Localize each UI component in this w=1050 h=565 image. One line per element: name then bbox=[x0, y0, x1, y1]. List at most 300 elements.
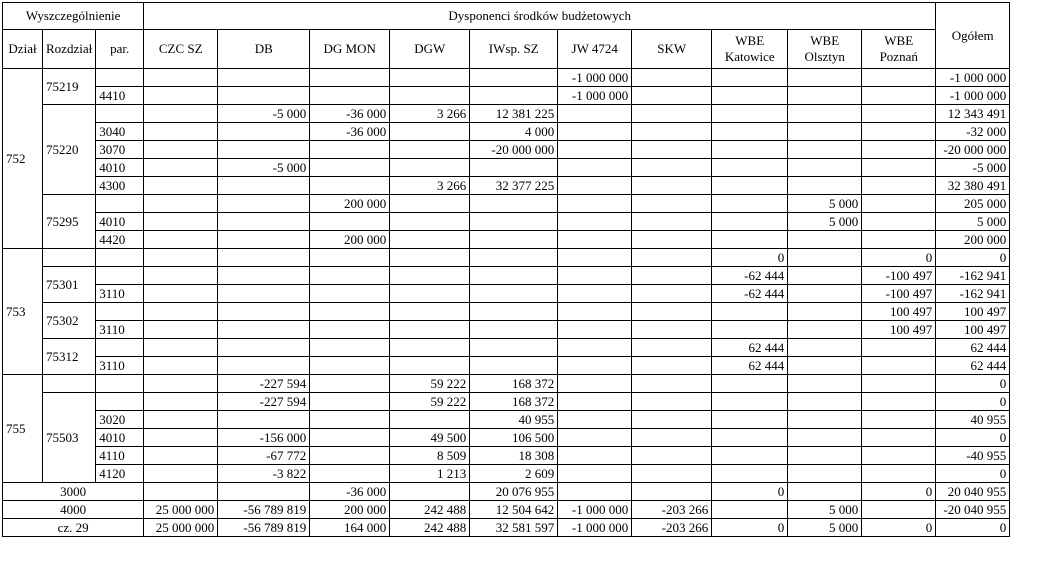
cell-value bbox=[712, 393, 788, 411]
table-row bbox=[3, 411, 1010, 429]
cell-rozdzial: 75302 bbox=[43, 303, 96, 339]
cell-value bbox=[390, 87, 470, 105]
header-col: WBE Katowice bbox=[712, 30, 788, 69]
table-row bbox=[3, 249, 1010, 267]
cell-value bbox=[788, 123, 862, 141]
cell-total: 5 000 bbox=[936, 213, 1010, 231]
cell-value bbox=[144, 177, 218, 195]
cell-value bbox=[390, 303, 470, 321]
cell-value bbox=[558, 123, 632, 141]
cell-par: 4300 bbox=[96, 177, 144, 195]
cell-value bbox=[310, 303, 390, 321]
cell-value: 0 bbox=[862, 483, 936, 501]
summary-label: 4000 bbox=[3, 501, 144, 519]
cell-total: -20 040 955 bbox=[936, 501, 1010, 519]
cell-value: 12 504 642 bbox=[470, 501, 558, 519]
cell-value bbox=[144, 447, 218, 465]
cell-value bbox=[218, 267, 310, 285]
cell-par bbox=[96, 267, 144, 285]
cell-value bbox=[310, 447, 390, 465]
cell-value: 242 488 bbox=[390, 519, 470, 537]
cell-value: 1 213 bbox=[390, 465, 470, 483]
cell-total: -5 000 bbox=[936, 159, 1010, 177]
cell-value bbox=[218, 357, 310, 375]
cell-value bbox=[862, 87, 936, 105]
cell-value bbox=[788, 465, 862, 483]
header-total: Ogółem bbox=[936, 3, 1010, 69]
summary-row bbox=[3, 519, 1010, 537]
cell-value bbox=[310, 69, 390, 87]
table-row bbox=[3, 393, 1010, 411]
header-col: DGW bbox=[390, 30, 470, 69]
cell-total: 100 497 bbox=[936, 303, 1010, 321]
cell-value bbox=[862, 357, 936, 375]
cell-par: 4420 bbox=[96, 231, 144, 249]
cell-value bbox=[470, 303, 558, 321]
cell-value bbox=[144, 303, 218, 321]
cell-value bbox=[218, 411, 310, 429]
cell-par bbox=[96, 339, 144, 357]
cell-value bbox=[712, 447, 788, 465]
summary-label: 3000 bbox=[3, 483, 144, 501]
cell-value bbox=[558, 249, 632, 267]
cell-value bbox=[632, 69, 712, 87]
cell-value: -203 266 bbox=[632, 501, 712, 519]
cell-total: 0 bbox=[936, 519, 1010, 537]
cell-value bbox=[218, 87, 310, 105]
cell-value bbox=[218, 231, 310, 249]
cell-par bbox=[96, 249, 144, 267]
cell-value bbox=[632, 213, 712, 231]
cell-value bbox=[470, 69, 558, 87]
table-row bbox=[3, 285, 1010, 303]
table-row bbox=[3, 339, 1010, 357]
cell-value: 200 000 bbox=[310, 195, 390, 213]
cell-value bbox=[310, 267, 390, 285]
cell-par: 4010 bbox=[96, 159, 144, 177]
cell-value: 200 000 bbox=[310, 231, 390, 249]
table-row bbox=[3, 465, 1010, 483]
cell-total: -40 955 bbox=[936, 447, 1010, 465]
cell-total: -162 941 bbox=[936, 285, 1010, 303]
cell-value bbox=[632, 321, 712, 339]
cell-value bbox=[390, 231, 470, 249]
header-dzial: Dział bbox=[3, 30, 43, 69]
cell-value bbox=[310, 159, 390, 177]
cell-value bbox=[632, 285, 712, 303]
cell-value bbox=[788, 285, 862, 303]
cell-value bbox=[144, 321, 218, 339]
cell-par: 4110 bbox=[96, 447, 144, 465]
cell-value bbox=[218, 483, 310, 501]
cell-value bbox=[712, 105, 788, 123]
header-par: par. bbox=[96, 30, 144, 69]
cell-total: 100 497 bbox=[936, 321, 1010, 339]
cell-value: -36 000 bbox=[310, 123, 390, 141]
cell-value bbox=[788, 483, 862, 501]
cell-par: 4410 bbox=[96, 87, 144, 105]
table-row bbox=[3, 231, 1010, 249]
cell-value bbox=[144, 195, 218, 213]
cell-par bbox=[96, 195, 144, 213]
cell-value bbox=[144, 357, 218, 375]
cell-value bbox=[144, 87, 218, 105]
budget-table bbox=[2, 2, 1010, 537]
cell-value: 5 000 bbox=[788, 501, 862, 519]
cell-value bbox=[390, 411, 470, 429]
cell-total: 32 380 491 bbox=[936, 177, 1010, 195]
cell-value bbox=[310, 177, 390, 195]
cell-total: 12 343 491 bbox=[936, 105, 1010, 123]
cell-par: 4010 bbox=[96, 213, 144, 231]
cell-value bbox=[310, 429, 390, 447]
cell-value bbox=[558, 321, 632, 339]
cell-total: 40 955 bbox=[936, 411, 1010, 429]
cell-value bbox=[310, 375, 390, 393]
cell-value bbox=[788, 69, 862, 87]
cell-value bbox=[558, 447, 632, 465]
cell-value bbox=[788, 321, 862, 339]
cell-value bbox=[788, 177, 862, 195]
cell-value bbox=[788, 303, 862, 321]
cell-value bbox=[712, 159, 788, 177]
cell-value bbox=[712, 141, 788, 159]
header-disponenci: Dysponenci środków budżetowych bbox=[144, 3, 936, 30]
cell-value bbox=[788, 411, 862, 429]
cell-value bbox=[558, 465, 632, 483]
cell-total: 205 000 bbox=[936, 195, 1010, 213]
cell-total: 0 bbox=[936, 375, 1010, 393]
cell-value bbox=[788, 429, 862, 447]
table-row bbox=[3, 105, 1010, 123]
cell-value bbox=[144, 141, 218, 159]
cell-value bbox=[390, 321, 470, 339]
cell-dzial: 753 bbox=[3, 249, 43, 375]
cell-value bbox=[218, 249, 310, 267]
cell-value bbox=[390, 267, 470, 285]
cell-value bbox=[144, 267, 218, 285]
table-row bbox=[3, 321, 1010, 339]
cell-value bbox=[558, 195, 632, 213]
cell-value bbox=[862, 231, 936, 249]
cell-par: 3040 bbox=[96, 123, 144, 141]
cell-value bbox=[144, 339, 218, 357]
cell-value bbox=[862, 69, 936, 87]
cell-value: 20 076 955 bbox=[470, 483, 558, 501]
cell-total: 0 bbox=[936, 393, 1010, 411]
cell-value: 18 308 bbox=[470, 447, 558, 465]
cell-value bbox=[788, 141, 862, 159]
cell-value bbox=[218, 141, 310, 159]
table-row bbox=[3, 357, 1010, 375]
cell-value bbox=[712, 411, 788, 429]
cell-value bbox=[390, 249, 470, 267]
cell-value bbox=[632, 411, 712, 429]
cell-value bbox=[558, 429, 632, 447]
cell-value bbox=[632, 267, 712, 285]
cell-value: -36 000 bbox=[310, 483, 390, 501]
cell-value bbox=[310, 339, 390, 357]
cell-value bbox=[390, 483, 470, 501]
cell-value: 5 000 bbox=[788, 213, 862, 231]
cell-value: 0 bbox=[712, 249, 788, 267]
cell-value bbox=[862, 141, 936, 159]
cell-value: 59 222 bbox=[390, 375, 470, 393]
header-rozdzial: Rozdział bbox=[43, 30, 96, 69]
cell-value bbox=[632, 357, 712, 375]
cell-value bbox=[218, 195, 310, 213]
table-row bbox=[3, 447, 1010, 465]
cell-value bbox=[144, 249, 218, 267]
cell-par bbox=[96, 69, 144, 87]
cell-par: 3110 bbox=[96, 285, 144, 303]
cell-value bbox=[310, 285, 390, 303]
cell-value bbox=[558, 357, 632, 375]
cell-total: 20 040 955 bbox=[936, 483, 1010, 501]
cell-total: 200 000 bbox=[936, 231, 1010, 249]
cell-value bbox=[390, 285, 470, 303]
cell-rozdzial bbox=[43, 375, 96, 393]
cell-value: 5 000 bbox=[788, 195, 862, 213]
cell-value: 59 222 bbox=[390, 393, 470, 411]
cell-value bbox=[144, 375, 218, 393]
cell-value: 0 bbox=[712, 483, 788, 501]
cell-value bbox=[390, 195, 470, 213]
cell-value: 168 372 bbox=[470, 375, 558, 393]
cell-value bbox=[862, 501, 936, 519]
cell-value bbox=[390, 141, 470, 159]
cell-value bbox=[470, 357, 558, 375]
cell-value: 0 bbox=[712, 519, 788, 537]
cell-value bbox=[632, 177, 712, 195]
cell-value bbox=[218, 303, 310, 321]
cell-total: 0 bbox=[936, 249, 1010, 267]
cell-total: -162 941 bbox=[936, 267, 1010, 285]
cell-value: 106 500 bbox=[470, 429, 558, 447]
cell-value bbox=[712, 213, 788, 231]
cell-par bbox=[96, 393, 144, 411]
cell-value bbox=[712, 375, 788, 393]
summary-label: cz. 29 bbox=[3, 519, 144, 537]
cell-value bbox=[390, 159, 470, 177]
cell-par: 4120 bbox=[96, 465, 144, 483]
cell-value bbox=[632, 339, 712, 357]
table-row bbox=[3, 177, 1010, 195]
cell-value bbox=[390, 123, 470, 141]
cell-value bbox=[558, 393, 632, 411]
cell-value bbox=[712, 429, 788, 447]
cell-value: 100 497 bbox=[862, 303, 936, 321]
cell-value: 0 bbox=[862, 249, 936, 267]
table-row bbox=[3, 375, 1010, 393]
cell-par: 4010 bbox=[96, 429, 144, 447]
cell-value bbox=[862, 159, 936, 177]
cell-value: 200 000 bbox=[310, 501, 390, 519]
cell-value bbox=[862, 105, 936, 123]
cell-value bbox=[862, 393, 936, 411]
cell-value bbox=[632, 375, 712, 393]
cell-value: -156 000 bbox=[218, 429, 310, 447]
cell-value: -56 789 819 bbox=[218, 501, 310, 519]
cell-value bbox=[632, 105, 712, 123]
table-row bbox=[3, 123, 1010, 141]
cell-value bbox=[218, 213, 310, 231]
cell-value bbox=[470, 339, 558, 357]
cell-value bbox=[788, 267, 862, 285]
cell-total: 62 444 bbox=[936, 339, 1010, 357]
cell-dzial: 755 bbox=[3, 375, 43, 483]
cell-value: -20 000 000 bbox=[470, 141, 558, 159]
cell-value bbox=[712, 123, 788, 141]
cell-value: 8 509 bbox=[390, 447, 470, 465]
cell-value bbox=[144, 483, 218, 501]
header-col: JW 4724 bbox=[558, 30, 632, 69]
table-row bbox=[3, 303, 1010, 321]
cell-value bbox=[144, 429, 218, 447]
cell-value bbox=[712, 501, 788, 519]
cell-value bbox=[632, 429, 712, 447]
cell-dzial: 752 bbox=[3, 69, 43, 249]
cell-value: 0 bbox=[862, 519, 936, 537]
cell-value bbox=[788, 105, 862, 123]
cell-par: 3110 bbox=[96, 357, 144, 375]
cell-value bbox=[558, 303, 632, 321]
cell-value bbox=[218, 177, 310, 195]
cell-value bbox=[310, 411, 390, 429]
cell-value bbox=[218, 321, 310, 339]
cell-value bbox=[218, 285, 310, 303]
cell-par bbox=[96, 105, 144, 123]
cell-value bbox=[632, 141, 712, 159]
cell-value bbox=[470, 87, 558, 105]
cell-value: 62 444 bbox=[712, 339, 788, 357]
cell-value bbox=[788, 159, 862, 177]
cell-value bbox=[470, 321, 558, 339]
cell-value bbox=[862, 195, 936, 213]
cell-value bbox=[788, 231, 862, 249]
cell-value bbox=[712, 69, 788, 87]
cell-total: -1 000 000 bbox=[936, 69, 1010, 87]
cell-value bbox=[632, 159, 712, 177]
table-row bbox=[3, 213, 1010, 231]
cell-value bbox=[712, 87, 788, 105]
cell-value bbox=[558, 375, 632, 393]
cell-value: -56 789 819 bbox=[218, 519, 310, 537]
cell-rozdzial: 75312 bbox=[43, 339, 96, 375]
cell-total: -20 000 000 bbox=[936, 141, 1010, 159]
cell-value: 40 955 bbox=[470, 411, 558, 429]
cell-value bbox=[788, 357, 862, 375]
cell-value bbox=[144, 231, 218, 249]
cell-value: -100 497 bbox=[862, 285, 936, 303]
cell-value bbox=[712, 465, 788, 483]
cell-value bbox=[712, 231, 788, 249]
header-col: WBE Poznań bbox=[862, 30, 936, 69]
cell-value bbox=[310, 465, 390, 483]
cell-value bbox=[862, 123, 936, 141]
cell-value bbox=[788, 339, 862, 357]
cell-value bbox=[558, 159, 632, 177]
cell-value bbox=[144, 393, 218, 411]
cell-value: -62 444 bbox=[712, 267, 788, 285]
cell-value bbox=[218, 339, 310, 357]
cell-value bbox=[862, 339, 936, 357]
cell-value bbox=[862, 447, 936, 465]
cell-value bbox=[558, 267, 632, 285]
cell-value bbox=[144, 285, 218, 303]
cell-value bbox=[788, 393, 862, 411]
cell-value bbox=[862, 429, 936, 447]
cell-par: 3110 bbox=[96, 321, 144, 339]
cell-value bbox=[788, 249, 862, 267]
cell-value: 164 000 bbox=[310, 519, 390, 537]
cell-value: 5 000 bbox=[788, 519, 862, 537]
cell-value bbox=[558, 411, 632, 429]
cell-value: -5 000 bbox=[218, 105, 310, 123]
cell-value bbox=[788, 447, 862, 465]
summary-row bbox=[3, 483, 1010, 501]
cell-value bbox=[632, 393, 712, 411]
cell-par bbox=[96, 303, 144, 321]
cell-value bbox=[390, 213, 470, 231]
cell-value bbox=[144, 123, 218, 141]
cell-value bbox=[310, 87, 390, 105]
cell-value: -1 000 000 bbox=[558, 519, 632, 537]
cell-value bbox=[632, 465, 712, 483]
cell-rozdzial: 75301 bbox=[43, 267, 96, 303]
cell-value bbox=[558, 141, 632, 159]
cell-value: 49 500 bbox=[390, 429, 470, 447]
cell-value bbox=[218, 123, 310, 141]
cell-value: -3 822 bbox=[218, 465, 310, 483]
cell-value bbox=[632, 231, 712, 249]
cell-value: 2 609 bbox=[470, 465, 558, 483]
cell-par: 3020 bbox=[96, 411, 144, 429]
cell-value bbox=[632, 123, 712, 141]
cell-value: -1 000 000 bbox=[558, 69, 632, 87]
cell-value bbox=[712, 303, 788, 321]
table-row bbox=[3, 69, 1010, 87]
cell-value: 3 266 bbox=[390, 105, 470, 123]
cell-value bbox=[310, 321, 390, 339]
cell-value bbox=[310, 357, 390, 375]
cell-value bbox=[310, 393, 390, 411]
header-col: WBE Olsztyn bbox=[788, 30, 862, 69]
header-col: IWsp. SZ bbox=[470, 30, 558, 69]
header-col: SKW bbox=[632, 30, 712, 69]
cell-value bbox=[862, 177, 936, 195]
cell-value bbox=[144, 213, 218, 231]
cell-value bbox=[144, 411, 218, 429]
cell-value: 242 488 bbox=[390, 501, 470, 519]
cell-value bbox=[558, 213, 632, 231]
cell-value: -100 497 bbox=[862, 267, 936, 285]
cell-value bbox=[144, 159, 218, 177]
cell-value bbox=[144, 69, 218, 87]
cell-value: -67 772 bbox=[218, 447, 310, 465]
cell-value bbox=[712, 321, 788, 339]
cell-rozdzial: 75295 bbox=[43, 195, 96, 249]
cell-value: 4 000 bbox=[470, 123, 558, 141]
cell-value bbox=[310, 249, 390, 267]
cell-par: 3070 bbox=[96, 141, 144, 159]
cell-value bbox=[862, 411, 936, 429]
cell-value bbox=[712, 195, 788, 213]
cell-value bbox=[788, 375, 862, 393]
cell-value bbox=[390, 69, 470, 87]
cell-value bbox=[632, 483, 712, 501]
cell-value: 62 444 bbox=[712, 357, 788, 375]
